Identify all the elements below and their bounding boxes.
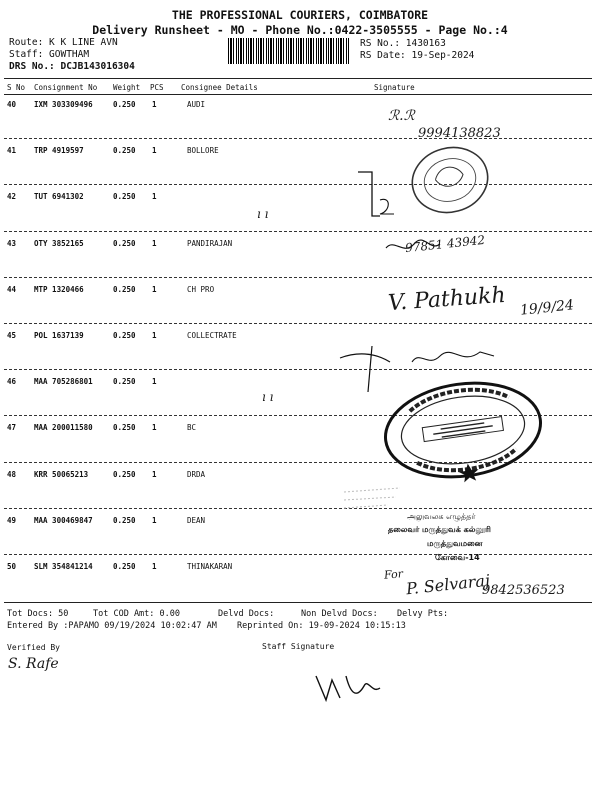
table-row: [0, 466, 600, 513]
reprinted-on: Reprinted On: 19-09-2024 10:15:13: [237, 621, 406, 631]
row-pcs: 1: [152, 238, 157, 248]
verified-by-label: Verified By: [7, 643, 60, 652]
row-pcs: 1: [152, 562, 157, 571]
row-consignee: AUDI: [187, 100, 206, 109]
col-sno: S No: [7, 83, 26, 92]
row-pcs: 1: [152, 377, 157, 387]
row-consignee: DRDA: [187, 469, 206, 479]
row-weight: 0.250: [113, 192, 136, 202]
stamp-line-1: அலுவலக எழுத்தர்: [407, 512, 476, 521]
rs-number: RS No.: 1430163: [360, 38, 446, 49]
tot-docs: Tot Docs: 50: [7, 609, 69, 619]
row-separator: [4, 184, 592, 185]
table-row: [0, 232, 600, 282]
row-consignee: DEAN: [187, 515, 206, 525]
drs-number: DRS No.: DCJB143016304: [9, 61, 135, 72]
row-consignment-no: MAA 200011580: [34, 423, 93, 433]
barcode: [228, 38, 350, 64]
row-pcs: 1: [152, 469, 157, 479]
row-consignment-no: MAA 705286801: [34, 377, 93, 387]
row-separator: [4, 323, 592, 324]
row-consignment-no: OTY 3852165: [34, 238, 84, 248]
row-consignment-no: TRP 4919597: [34, 146, 84, 156]
table-bottom-rule: [4, 602, 592, 603]
col-consignment: Consignment No: [34, 83, 98, 92]
r44-date-handwritten: 19/9/24: [519, 297, 575, 319]
row-separator: [4, 277, 592, 278]
staff-signature-mark: [316, 676, 380, 700]
row-weight: 0.250: [113, 284, 136, 294]
row-sno: 49: [7, 515, 17, 525]
r50-for: For: [383, 567, 404, 582]
table-row: [0, 96, 600, 143]
col-signature: Signature: [374, 83, 415, 92]
row-sno: 50: [7, 562, 17, 571]
row-sno: 42: [7, 192, 17, 202]
row-separator: [4, 138, 592, 139]
r42-mark: ı ı: [257, 207, 269, 221]
non-delvd-docs: Non Delvd Docs:: [301, 609, 378, 619]
row-consignee: BC: [187, 423, 197, 433]
row-sno: 47: [7, 423, 17, 433]
row-pcs: 1: [152, 423, 157, 433]
row-consignee: THINAKARAN: [187, 562, 233, 571]
r50-phone-handwritten: 9842536523: [482, 583, 565, 598]
row-pcs: 1: [152, 192, 157, 202]
r44-name-handwritten: V. Pathukh: [387, 282, 507, 317]
entered-by: Entered By :PAPAMO 09/19/2024 10:02:47 AM: [7, 621, 217, 631]
route: Route: K K LINE AVN: [9, 37, 118, 48]
table-row: [0, 512, 600, 559]
row-pcs: 1: [152, 100, 157, 109]
col-pcs: PCS: [150, 83, 164, 92]
row-pcs: 1: [152, 331, 157, 340]
row-weight: 0.250: [113, 238, 136, 248]
row-consignee: COLLECTRATE: [187, 331, 237, 340]
r40-signature-scribble: ℛ.ℛ: [388, 108, 415, 124]
row-weight: 0.250: [113, 562, 136, 571]
r50-name-handwritten: P. Selvaraj: [405, 570, 491, 599]
row-sno: 40: [7, 100, 17, 109]
row-separator: [4, 369, 592, 370]
table-row: [0, 142, 600, 189]
table-row: [0, 419, 600, 466]
stamp-line-3: மருத்துவமனை: [427, 539, 483, 548]
table-row: [0, 373, 600, 420]
staff-signature-label: Staff Signature: [262, 642, 335, 651]
row-consignment-no: POL 1637139: [34, 331, 84, 340]
row-pcs: 1: [152, 515, 157, 525]
row-pcs: 1: [152, 284, 157, 294]
col-consignee: Consignee Details: [181, 83, 258, 92]
company-name: THE PROFESSIONAL COURIERS, COIMBATORE: [171, 8, 429, 22]
table-row: [0, 188, 600, 235]
row-weight: 0.250: [113, 377, 136, 387]
row-consignment-no: KRR 50065213: [34, 469, 89, 479]
stamp-line-2: தலைவர் மருத்துவக் கல்லூரி: [388, 525, 491, 534]
table-row: [0, 281, 600, 328]
stamp-line-4: கோவை-14: [435, 553, 480, 562]
r43-phone-handwritten: 97851 43942: [404, 232, 486, 256]
row-consignee: PANDIRAJAN: [187, 238, 233, 248]
row-weight: 0.250: [113, 515, 136, 525]
r46-mark: ı ı: [262, 390, 274, 404]
row-weight: 0.250: [113, 423, 136, 433]
row-consignee: CH PRO: [187, 284, 215, 294]
row-weight: 0.250: [113, 100, 136, 109]
row-sno: 46: [7, 377, 17, 387]
row-separator: [4, 462, 592, 463]
delvd-docs: Delvd Docs:: [218, 609, 275, 619]
r40-phone-handwritten: 9994138823: [418, 126, 501, 141]
row-sno: 48: [7, 469, 17, 479]
row-separator: [4, 554, 592, 555]
row-separator: [4, 508, 592, 509]
row-consignment-no: SLM 354841214: [34, 562, 93, 571]
rs-date: RS Date: 19-Sep-2024: [360, 50, 475, 61]
table-top-rule: [4, 78, 592, 79]
header-bottom-rule: [4, 94, 592, 95]
delvy-pts: Delvy Pts:: [397, 609, 449, 619]
row-sno: 44: [7, 284, 17, 294]
row-consignment-no: IXM 303309496: [34, 100, 93, 109]
verified-by-signature: S. Rafe: [8, 656, 59, 672]
row-weight: 0.250: [113, 469, 136, 479]
staff: Staff: GOWTHAM: [9, 49, 90, 60]
row-consignment-no: MTP 1320466: [34, 284, 84, 294]
row-sno: 41: [7, 146, 17, 156]
tot-cod-amt: Tot COD Amt: 0.00: [93, 609, 180, 619]
row-pcs: 1: [152, 146, 157, 156]
row-separator: [4, 231, 592, 232]
row-separator: [4, 415, 592, 416]
row-weight: 0.250: [113, 146, 136, 156]
row-sno: 45: [7, 331, 17, 340]
runsheet-title: Delivery Runsheet - MO - Phone No.:0422-3505555 - Page No.:4: [92, 23, 508, 37]
table-row: [0, 327, 600, 374]
row-consignment-no: MAA 300469847: [34, 515, 93, 525]
row-consignee: BOLLORE: [187, 146, 219, 156]
row-consignment-no: TUT 6941302: [34, 192, 84, 202]
row-sno: 43: [7, 238, 17, 248]
col-weight: Weight: [113, 83, 141, 92]
row-weight: 0.250: [113, 331, 136, 340]
